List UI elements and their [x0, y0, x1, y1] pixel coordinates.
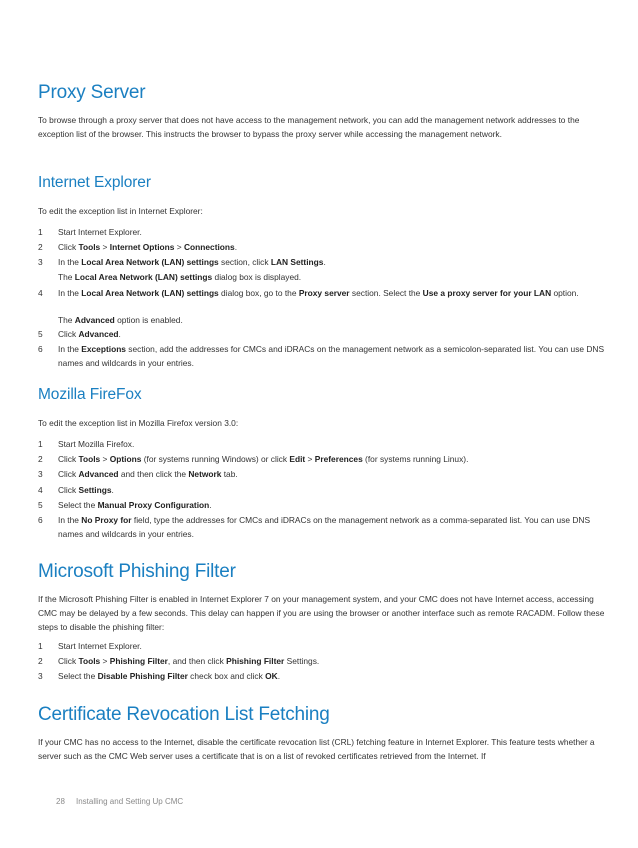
step-text-part: tab.: [221, 469, 238, 479]
step-number: 2: [38, 656, 43, 666]
step-text-part: dialog box, go to the: [218, 288, 299, 298]
ui-term: Local Area Network (LAN) settings: [81, 288, 219, 298]
heading-proxy-server: Proxy Server: [38, 82, 146, 103]
step-text-part: (for systems running Linux).: [362, 454, 469, 464]
step-text-part: .: [111, 485, 114, 495]
ui-term: Manual Proxy Configuration: [97, 500, 210, 510]
ui-term: Proxy server: [298, 288, 350, 298]
step-note: [58, 313, 606, 327]
heading-mozilla-firefox: Mozilla FireFox: [38, 386, 142, 403]
step-text-part: In the: [58, 515, 82, 525]
step-text-part: , and then click: [167, 656, 227, 666]
step-number: 1: [38, 227, 43, 237]
ui-term: No Proxy for: [81, 515, 132, 525]
step-number: 4: [38, 485, 43, 495]
step-text-part: Start Mozilla Firefox.: [58, 439, 135, 449]
ui-term: Local Area Network (LAN) settings: [74, 272, 213, 282]
step-text-part: In the: [58, 288, 82, 298]
step-text: [58, 498, 606, 512]
step-text-part: The: [58, 315, 75, 325]
ui-term: LAN Settings: [270, 257, 324, 267]
ui-term: Exceptions: [81, 344, 126, 354]
step-text-part: .: [323, 257, 326, 267]
step-text-part: section. Select the: [349, 288, 423, 298]
step-text: [58, 240, 606, 254]
ui-term: Connections: [183, 242, 235, 252]
step-text: [58, 437, 606, 451]
step-text-part: >: [100, 656, 110, 666]
step-number: 2: [38, 242, 43, 252]
ui-term: OK: [265, 671, 278, 681]
step-text-part: Settings.: [284, 656, 320, 666]
step-text: [58, 327, 606, 341]
crl-intro: If your CMC has no access to the Internet, disable the certificate revocation list (CRL) fetching feature in Internet Explorer. This feature tests whether a server such as the CMC Web server uses a certificate that is on a list of revoked certificates retrieved from the Internet. If: [38, 737, 595, 761]
step-text-part: dialog box is displayed.: [212, 272, 302, 282]
step-text-part: .: [209, 500, 212, 510]
step-number: 1: [38, 641, 43, 651]
step-text-part: >: [305, 454, 315, 464]
ui-term: Advanced: [78, 329, 119, 339]
step-text-part: Click: [58, 329, 79, 339]
step-text-part: Click: [58, 242, 79, 252]
step-text: [58, 452, 606, 466]
ui-term: Tools: [78, 242, 101, 252]
step-text: [58, 669, 606, 683]
ui-term: Advanced: [78, 469, 119, 479]
step-text: [58, 467, 606, 481]
step-text: [58, 639, 606, 653]
ui-term: Advanced: [74, 315, 115, 325]
step-text-part: .: [277, 671, 281, 681]
step-text-part: field, type the addresses for CMCs and iDRACs on the management network as a comma-separated list. You can use DNS names and wildcards in your entries.: [58, 515, 591, 539]
step-text-part: check box and click: [187, 671, 266, 681]
step-number: 4: [38, 288, 43, 298]
step-text: [58, 342, 606, 370]
step-text: [58, 513, 606, 541]
step-number: 3: [38, 469, 43, 479]
step-text-part: option is enabled.: [114, 315, 183, 325]
proxy-server-intro: To browse through a proxy server that does not have access to the management network, you can add the management network addresses to the exception list of the browser. This instructs the browser to bypass the proxy server while accessing the management network.: [38, 115, 580, 139]
step-number: 3: [38, 257, 43, 267]
step-text-part: .: [234, 242, 238, 252]
step-number: 6: [38, 344, 43, 354]
step-text-part: >: [100, 242, 110, 252]
step-text-part: Click: [58, 454, 79, 464]
ui-term: Edit: [289, 454, 306, 464]
step-text: [58, 225, 606, 239]
step-text-part: Start Internet Explorer.: [58, 227, 142, 237]
internet-explorer-intro: To edit the exception list in Internet Explorer:: [38, 206, 203, 216]
ui-term: Internet Options: [109, 242, 175, 252]
step-number: 3: [38, 671, 43, 681]
heading-microsoft-phishing-filter: Microsoft Phishing Filter: [38, 561, 236, 582]
ui-term: Tools: [78, 454, 101, 464]
step-number: 5: [38, 500, 43, 510]
ui-term: Preferences: [314, 454, 363, 464]
step-text: [58, 483, 606, 497]
step-text: [58, 654, 606, 668]
page-footer: [56, 797, 183, 806]
step-text-part: In the: [58, 257, 82, 267]
step-text-part: option.: [551, 288, 579, 298]
ui-term: Use a proxy server for your LAN: [422, 288, 552, 298]
step-text-part: Click: [58, 485, 79, 495]
step-text: [58, 286, 606, 300]
heading-internet-explorer: Internet Explorer: [38, 174, 151, 191]
step-text-part: Select the: [58, 671, 98, 681]
step-text-part: In the: [58, 344, 82, 354]
step-number: 1: [38, 439, 43, 449]
ui-term: Local Area Network (LAN) settings: [81, 257, 219, 267]
mozilla-firefox-intro: To edit the exception list in Mozilla Firefox version 3.0:: [38, 418, 239, 428]
ui-term: Settings: [78, 485, 112, 495]
ui-term: Disable Phishing Filter: [97, 671, 188, 681]
footer-section-title: Installing and Setting Up CMC: [76, 797, 184, 806]
ui-term: Phishing Filter: [109, 656, 168, 666]
ui-term: Phishing Filter: [226, 656, 285, 666]
step-text-part: The: [58, 272, 75, 282]
step-text: [58, 255, 606, 269]
step-number: 5: [38, 329, 43, 339]
step-text-part: (for systems running Windows) or click: [141, 454, 290, 464]
step-text-part: Click: [58, 469, 79, 479]
step-text-part: Click: [58, 656, 79, 666]
ui-term: Network: [188, 469, 222, 479]
phishing-filter-intro: If the Microsoft Phishing Filter is enabled in Internet Explorer 7 on your management system, and your CMC does not have Internet access, accessing CMC may be delayed by a few seconds. This delay can happen if you are using the browser or another interface such as remote RACADM. Follow these steps to disable the phishing filter:: [38, 594, 605, 632]
step-text-part: >: [100, 454, 110, 464]
step-text-part: Start Internet Explorer.: [58, 641, 142, 651]
step-text-part: section, add the addresses for CMCs and iDRACs on the management network as a semicolon-separated list. You can use DNS names and wildcards in your entries.: [58, 344, 605, 368]
step-note: [58, 270, 606, 284]
step-text-part: >: [174, 242, 184, 252]
step-text-part: .: [118, 329, 121, 339]
step-text-part: Select the: [58, 500, 98, 510]
ui-term: Options: [109, 454, 142, 464]
step-text-part: and then click the: [118, 469, 189, 479]
step-text-part: section, click: [218, 257, 271, 267]
step-number: 2: [38, 454, 43, 464]
page-number: 28: [56, 797, 65, 806]
ui-term: Tools: [78, 656, 101, 666]
heading-certificate-revocation-list: Certificate Revocation List Fetching: [38, 704, 330, 725]
step-number: 6: [38, 515, 43, 525]
